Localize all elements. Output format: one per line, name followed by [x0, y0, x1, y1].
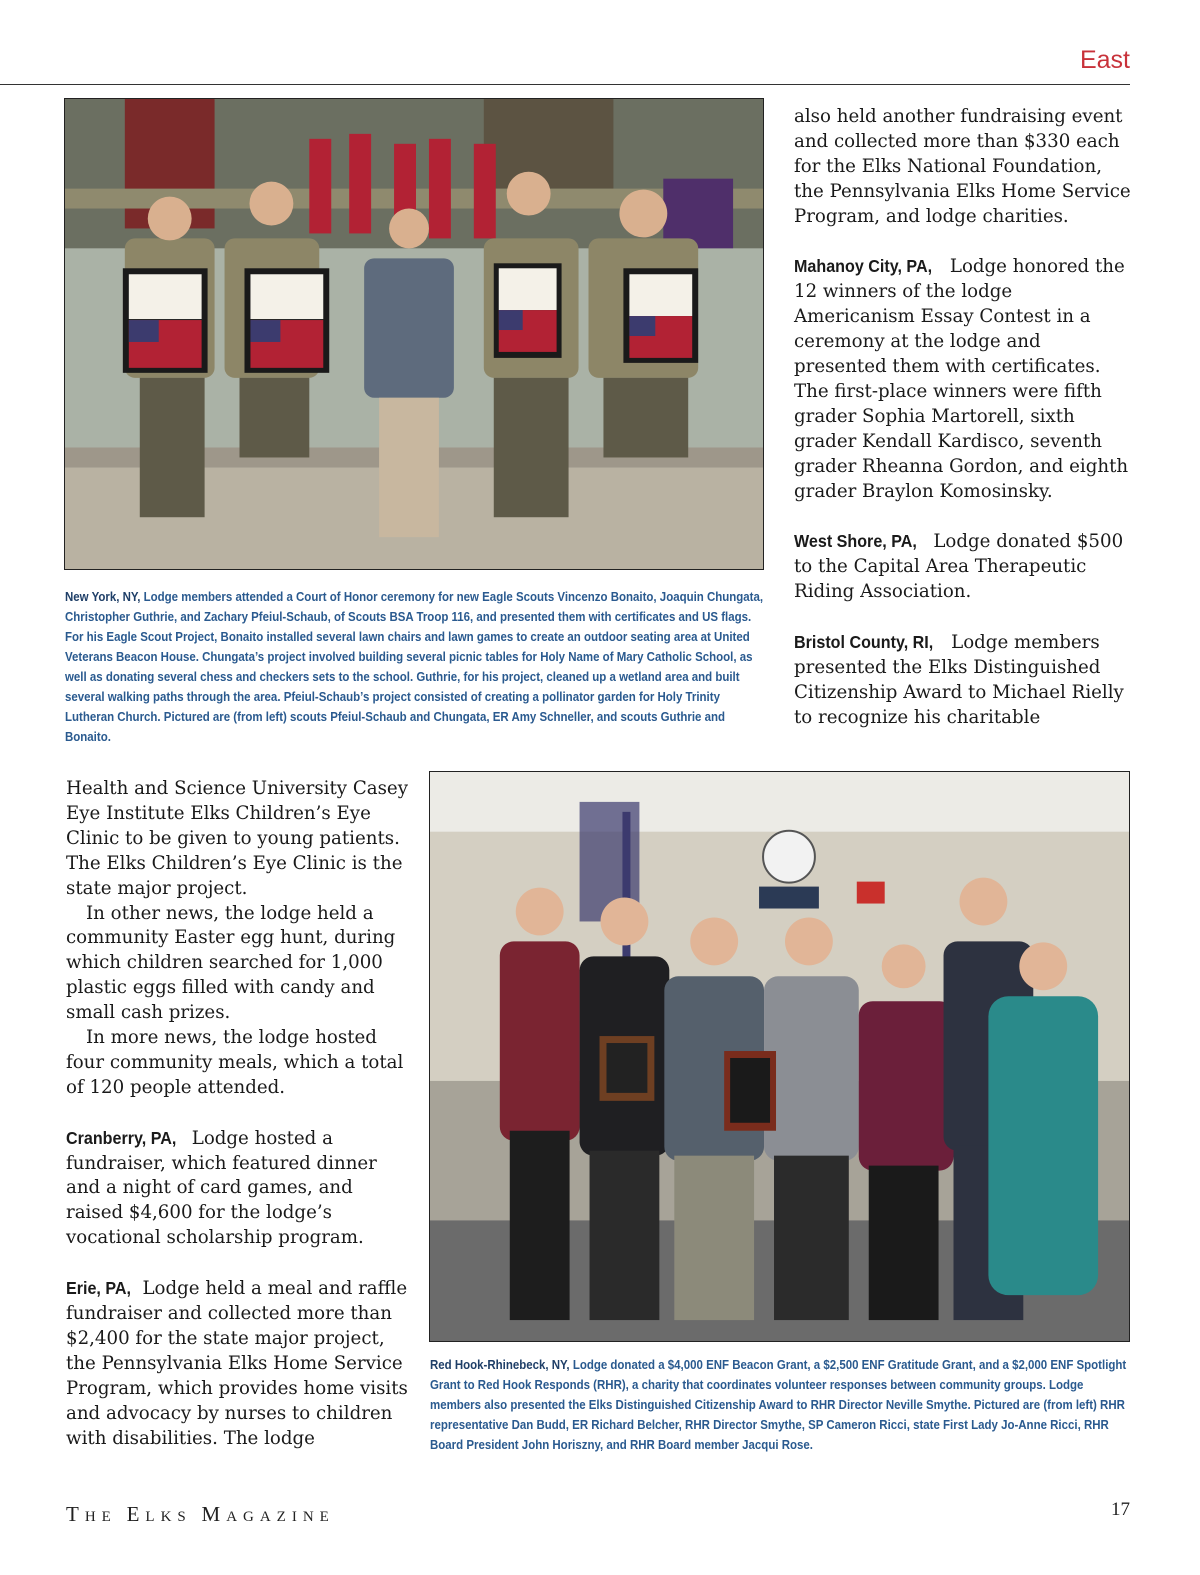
news-item-bristol-county [794, 630, 1134, 731]
caption-place: New York, NY, [65, 589, 141, 604]
magazine-word-the: HE [84, 1509, 117, 1525]
page-number: 17 [1111, 1499, 1130, 1520]
eagle-scouts-caption [65, 587, 766, 747]
magazine-initial-t: T [66, 1502, 85, 1526]
continued-paragraph: also held another fundraising event and collected more than $330 each for the Elks National Foundation, the Pennsylvania Elks Home Service Program, and lodge charities. [794, 106, 1131, 227]
magazine-word-elks: LKS [145, 1509, 192, 1525]
news-paragraph: In more news, the lodge hosted four community meals, which a total of 120 people attended. [66, 1027, 404, 1098]
news-item-cranberry [66, 1126, 411, 1252]
place-name: Erie, PA, [66, 1278, 132, 1299]
left-column [66, 777, 411, 1451]
red-hook-award-photo [429, 771, 1130, 1342]
right-column [794, 105, 1134, 731]
magazine-word-magazine: AGAZINE [226, 1509, 335, 1525]
red-hook-caption [430, 1355, 1130, 1455]
news-text: Lodge donated $500 to the Capital Area Therapeutic Riding Association. [794, 531, 1124, 603]
place-name: West Shore, PA, [794, 531, 917, 552]
place-name: Bristol County, RI, [794, 631, 934, 652]
eagle-scouts-photo [64, 98, 764, 570]
place-name: Cranberry, PA, [66, 1127, 177, 1148]
news-text: Lodge honored the 12 winners of the lodge Americanism Essay Contest in a ceremony at the lodge and presented them with certificates. The first-place winners were fifth grader Sophia Martorell, sixth grader Kendall Kardisco, seventh grader Rheanna Gordon, and eighth grader Braylon Komosinsky. [794, 256, 1129, 502]
place-name: Mahanoy City, PA, [794, 256, 933, 277]
continued-paragraph: Health and Science University Casey Eye Institute Elks Children’s Eye Clinic to be given to young patients. The Elks Children’s Eye Clinic is the state major project. [66, 778, 408, 899]
caption-text: Lodge donated a $4,000 ENF Beacon Grant, a $2,500 ENF Gratitude Grant, and a $2,000 ENF Spotlight Grant to Red Hook Responds (RHR), a charity that coordinates volunteer responses between community groups. Lodge members also presented the Elks Distinguished Citizenship Award to RHR Director Neville Smythe. Pictured are (from left) RHR representative Dan Budd, ER Richard Belcher, RHR Director Smythe, SP Cameron Ricci, state First Lady Jo-Anne Ricci, RHR Board President John Horiszny, and RHR Board member Jacqui Rose. [430, 1357, 1127, 1452]
news-text: Lodge held a meal and raffle fundraiser and collected more than $2,400 for the state major project, the Pennsylvania Elks Home Service Program, which provides home visits and advocacy by nurses to children with disabilities. The lodge [66, 1278, 408, 1449]
news-paragraph: In other news, the lodge held a community Easter egg hunt, during which children searched for 1,000 plastic eggs filled with candy and small cash prizes. [66, 902, 396, 1024]
caption-text: Lodge members attended a Court of Honor ceremony for new Eagle Scouts Vincenzo Bonaito, Joaquin Chungata, Christopher Guthrie, and Zachary Pfeiul-Schaub, of Scouts BSA Troop 116, and presented them with certificates and US flags. For his Eagle Scout Project, Bonaito installed several lawn chairs and lawn games to create an outdoor seating area at United Veterans Beacon House. Chungata’s project involved building several picnic tables for Holy Name of Mary Catholic School, as well as donating several chess and checkers sets to the school. Guthrie, for his project, cleaned up a wetland area and built several walking paths through the area. Pfeiul-Schaub’s project consisted of creating a pollinator garden for Holy Trinity Lutheran Church. Pictured are (from left) scouts Pfeiul-Schaub and Chungata, ER Amy Schneller, and scouts Guthrie and Bonaito. [65, 589, 764, 744]
news-item-west-shore [794, 529, 1134, 605]
caption-place: Red Hook-Rhinebeck, NY, [430, 1357, 570, 1372]
header-rule [0, 84, 1130, 85]
section-label: East [1079, 46, 1130, 74]
news-item-erie [66, 1276, 411, 1451]
news-text: Lodge members presented the Elks Distinguished Citizenship Award to Michael Rielly to recognize his charitable [794, 631, 1124, 728]
news-item-mahanoy-city [794, 254, 1134, 504]
magazine-title [66, 1502, 335, 1527]
news-text: Lodge hosted a fundraiser, which featured dinner and a night of card games, and raised $4,600 for the lodge’s vocational scholarship program. [66, 1127, 377, 1249]
magazine-initial-e: E [126, 1502, 146, 1526]
magazine-initial-m: M [201, 1502, 227, 1526]
